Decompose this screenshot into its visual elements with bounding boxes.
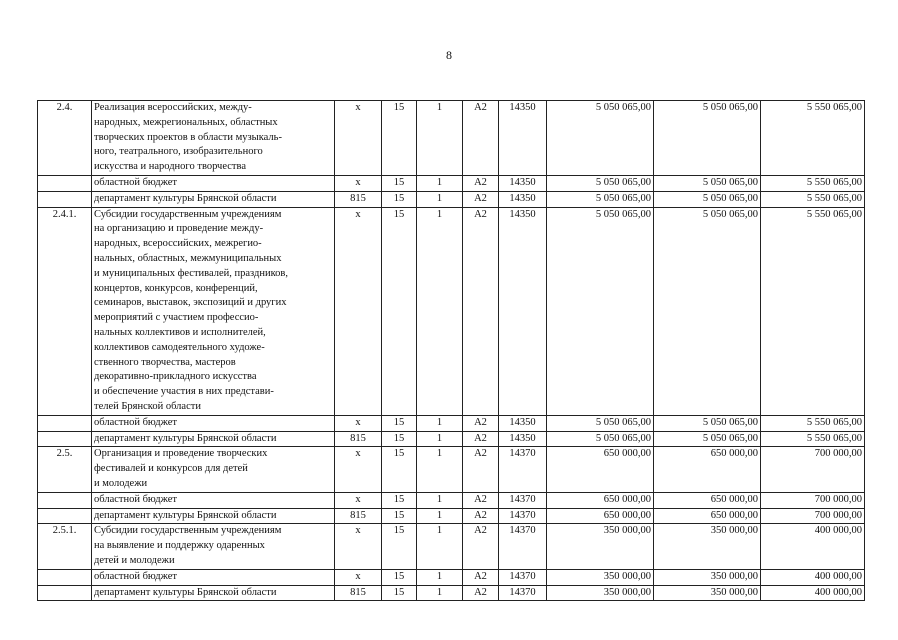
cell-item-name: Реализация всероссийских, между- народных, межрегиональных, областных творческих проектов в области музыкаль- ного, театрального, изобразительного искусства и народного творчества	[92, 101, 335, 176]
cell-amount-2: 650 000,00	[654, 492, 761, 508]
cell-code-2: 15	[382, 207, 417, 415]
cell-amount-2: 5 050 065,00	[654, 431, 761, 447]
cell-amount-1: 650 000,00	[547, 508, 654, 524]
cell-code-4: А2	[463, 492, 499, 508]
cell-code-4: А2	[463, 569, 499, 585]
cell-item-number	[38, 191, 92, 207]
cell-code-5: 14350	[499, 175, 547, 191]
cell-item-number	[38, 175, 92, 191]
cell-code-2: 15	[382, 431, 417, 447]
cell-amount-2: 350 000,00	[654, 569, 761, 585]
cell-item-number: 2.5.1.	[38, 524, 92, 569]
cell-code-5: 14350	[499, 207, 547, 415]
cell-code-3: 1	[417, 447, 463, 492]
cell-amount-1: 350 000,00	[547, 524, 654, 569]
cell-item-name: областной бюджет	[92, 175, 335, 191]
table-row	[38, 207, 865, 415]
cell-code-5: 14350	[499, 431, 547, 447]
cell-amount-3: 700 000,00	[761, 447, 865, 492]
cell-code-3: 1	[417, 175, 463, 191]
cell-code-3: 1	[417, 508, 463, 524]
cell-amount-2: 650 000,00	[654, 447, 761, 492]
cell-item-name: Субсидии государственным учреждениям на выявление и поддержку одаренных детей и молодежи	[92, 524, 335, 569]
cell-amount-1: 5 050 065,00	[547, 101, 654, 176]
cell-code-2: 15	[382, 447, 417, 492]
cell-code-5: 14370	[499, 569, 547, 585]
cell-item-name: областной бюджет	[92, 569, 335, 585]
cell-code-2: 15	[382, 191, 417, 207]
cell-code-3: 1	[417, 585, 463, 601]
cell-code-4: А2	[463, 175, 499, 191]
cell-amount-3: 5 550 065,00	[761, 101, 865, 176]
cell-amount-1: 5 050 065,00	[547, 415, 654, 431]
cell-code-4: А2	[463, 508, 499, 524]
cell-code-5: 14350	[499, 415, 547, 431]
cell-item-name: областной бюджет	[92, 415, 335, 431]
cell-amount-1: 650 000,00	[547, 492, 654, 508]
cell-amount-2: 5 050 065,00	[654, 415, 761, 431]
cell-amount-2: 5 050 065,00	[654, 101, 761, 176]
cell-amount-2: 5 050 065,00	[654, 175, 761, 191]
cell-code-5: 14350	[499, 191, 547, 207]
cell-code-1: х	[335, 524, 382, 569]
cell-code-4: А2	[463, 415, 499, 431]
cell-item-number: 2.4.1.	[38, 207, 92, 415]
cell-code-3: 1	[417, 431, 463, 447]
cell-code-1: х	[335, 415, 382, 431]
cell-code-5: 14370	[499, 492, 547, 508]
cell-code-3: 1	[417, 524, 463, 569]
cell-code-5: 14370	[499, 508, 547, 524]
table-row	[38, 492, 865, 508]
cell-item-number	[38, 569, 92, 585]
cell-code-3: 1	[417, 492, 463, 508]
cell-code-1: 815	[335, 191, 382, 207]
cell-amount-3: 5 550 065,00	[761, 415, 865, 431]
table-row	[38, 175, 865, 191]
cell-amount-2: 5 050 065,00	[654, 207, 761, 415]
cell-amount-1: 5 050 065,00	[547, 175, 654, 191]
cell-item-name: департамент культуры Брянской области	[92, 431, 335, 447]
cell-item-name: областной бюджет	[92, 492, 335, 508]
cell-code-1: 815	[335, 508, 382, 524]
cell-amount-3: 5 550 065,00	[761, 207, 865, 415]
cell-code-1: 815	[335, 431, 382, 447]
table-row	[38, 585, 865, 601]
table-row	[38, 508, 865, 524]
cell-code-1: х	[335, 207, 382, 415]
cell-code-2: 15	[382, 492, 417, 508]
cell-code-1: х	[335, 101, 382, 176]
cell-code-4: А2	[463, 191, 499, 207]
cell-code-2: 15	[382, 415, 417, 431]
cell-amount-3: 700 000,00	[761, 508, 865, 524]
cell-amount-1: 650 000,00	[547, 447, 654, 492]
cell-amount-1: 5 050 065,00	[547, 207, 654, 415]
cell-amount-3: 5 550 065,00	[761, 431, 865, 447]
cell-code-3: 1	[417, 101, 463, 176]
cell-code-3: 1	[417, 191, 463, 207]
cell-code-2: 15	[382, 585, 417, 601]
cell-amount-2: 5 050 065,00	[654, 191, 761, 207]
cell-amount-3: 400 000,00	[761, 524, 865, 569]
cell-code-4: А2	[463, 585, 499, 601]
cell-code-3: 1	[417, 415, 463, 431]
cell-code-1: х	[335, 447, 382, 492]
cell-amount-3: 400 000,00	[761, 585, 865, 601]
cell-code-4: А2	[463, 207, 499, 415]
cell-code-1: х	[335, 569, 382, 585]
cell-amount-3: 400 000,00	[761, 569, 865, 585]
cell-amount-1: 350 000,00	[547, 585, 654, 601]
cell-code-3: 1	[417, 569, 463, 585]
cell-item-number	[38, 585, 92, 601]
cell-code-4: А2	[463, 447, 499, 492]
cell-code-4: А2	[463, 431, 499, 447]
cell-amount-1: 5 050 065,00	[547, 191, 654, 207]
cell-item-name: департамент культуры Брянской области	[92, 508, 335, 524]
cell-code-2: 15	[382, 524, 417, 569]
budget-table	[37, 100, 865, 601]
cell-item-number: 2.5.	[38, 447, 92, 492]
cell-code-3: 1	[417, 207, 463, 415]
cell-code-2: 15	[382, 101, 417, 176]
cell-amount-3: 700 000,00	[761, 492, 865, 508]
cell-code-4: А2	[463, 101, 499, 176]
page-number: 8	[446, 48, 452, 62]
table-row	[38, 524, 865, 569]
cell-item-number	[38, 415, 92, 431]
cell-item-number	[38, 431, 92, 447]
cell-code-1: 815	[335, 585, 382, 601]
table-body	[38, 101, 865, 601]
cell-amount-3: 5 550 065,00	[761, 175, 865, 191]
table-row	[38, 101, 865, 176]
cell-item-name: Субсидии государственным учреждениям на организацию и проведение между- народных, всероссийских, межрегио- нальных, областных, межмуниципальных и муниципальных фестивалей, праздников, концертов, конкурсов, конференций, семинаров, выставок, экспозиций и других мероприятий с участием профессио- нальных коллективов и исполнителей, коллективов самодеятельного художе- ственного творчества, мастеров декоративно-прикладного искусства и обеспечение участия в них представи- телей Брянской области	[92, 207, 335, 415]
table-row	[38, 431, 865, 447]
cell-item-name: департамент культуры Брянской области	[92, 585, 335, 601]
table-row	[38, 415, 865, 431]
cell-amount-2: 350 000,00	[654, 585, 761, 601]
cell-item-name: Организация и проведение творческих фестивалей и конкурсов для детей и молодежи	[92, 447, 335, 492]
cell-code-5: 14370	[499, 524, 547, 569]
cell-item-number: 2.4.	[38, 101, 92, 176]
table-row	[38, 569, 865, 585]
cell-code-2: 15	[382, 175, 417, 191]
cell-item-number	[38, 508, 92, 524]
cell-amount-1: 5 050 065,00	[547, 431, 654, 447]
table-row	[38, 191, 865, 207]
cell-item-name: департамент культуры Брянской области	[92, 191, 335, 207]
cell-amount-3: 5 550 065,00	[761, 191, 865, 207]
cell-amount-1: 350 000,00	[547, 569, 654, 585]
cell-code-5: 14350	[499, 101, 547, 176]
cell-code-1: х	[335, 175, 382, 191]
cell-item-number	[38, 492, 92, 508]
cell-code-5: 14370	[499, 585, 547, 601]
cell-code-1: х	[335, 492, 382, 508]
table-row	[38, 447, 865, 492]
cell-amount-2: 350 000,00	[654, 524, 761, 569]
cell-code-2: 15	[382, 508, 417, 524]
cell-amount-2: 650 000,00	[654, 508, 761, 524]
cell-code-2: 15	[382, 569, 417, 585]
cell-code-4: А2	[463, 524, 499, 569]
cell-code-5: 14370	[499, 447, 547, 492]
